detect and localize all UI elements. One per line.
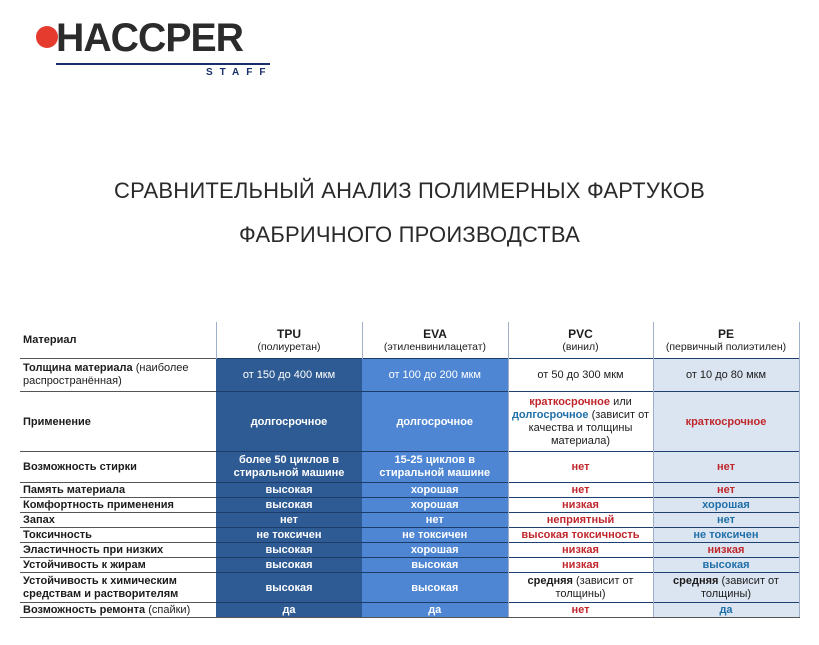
table-header <box>20 322 799 359</box>
table-row <box>20 573 799 603</box>
cell-pe: хорошая <box>653 498 799 513</box>
cell-pvc: нет <box>508 483 653 498</box>
cell-tpu: долгосрочное <box>216 392 362 452</box>
cell-eva: долгосрочное <box>362 392 508 452</box>
table-row <box>20 603 799 618</box>
label-text: Возможность ремонта <box>23 604 146 616</box>
header-pvc-sub: (винил) <box>562 341 599 353</box>
table-row <box>20 513 799 528</box>
cell-pe: краткосрочное <box>653 392 799 452</box>
cell-pvc: низкая <box>508 543 653 558</box>
header-tpu-sub: (полиуретан) <box>257 341 321 353</box>
header-label: Материал <box>23 334 77 346</box>
title-line-2: ФАБРИЧНОГО ПРОИЗВОДСТВА <box>239 222 580 247</box>
table-row <box>20 543 799 558</box>
row-label-repair <box>20 603 216 618</box>
cell-eva: высокая <box>362 558 508 573</box>
cell-pvc: высокая токсичность <box>508 528 653 543</box>
pe-medium-note: (зависит от толщины) <box>700 574 779 600</box>
row-label-usage: Применение <box>20 392 216 452</box>
cell-eva: не токсичен <box>362 528 508 543</box>
cell-pvc: неприятный <box>508 513 653 528</box>
cell-pvc <box>508 392 653 452</box>
cell-pe: от 10 до 80 мкм <box>653 359 799 392</box>
label-note: (спайки) <box>148 604 191 616</box>
table-row <box>20 452 799 483</box>
cell-pvc <box>508 573 653 603</box>
cell-tpu: нет <box>216 513 362 528</box>
pvc-short-term: краткосрочное <box>529 395 611 408</box>
header-eva-name: EVA <box>423 327 447 341</box>
cell-tpu: от 150 до 400 мкм <box>216 359 362 392</box>
row-label-comfort: Комфортность применения <box>20 498 216 513</box>
pvc-medium: средняя <box>527 574 573 587</box>
table-row <box>20 483 799 498</box>
table-row <box>20 558 799 573</box>
cell-eva: нет <box>362 513 508 528</box>
header-pe-sub: (первичный полиэтилен) <box>665 341 787 353</box>
pvc-medium-note: (зависит от толщины) <box>555 574 634 600</box>
cell-pvc: низкая <box>508 498 653 513</box>
cell-tpu: высокая <box>216 498 362 513</box>
cell-pvc: от 50 до 300 мкм <box>508 359 653 392</box>
pvc-long-term: долгосрочное <box>511 408 589 421</box>
row-label-elasticity: Эластичность при низких <box>20 543 216 558</box>
cell-eva: да <box>362 603 508 618</box>
pe-medium: средняя <box>673 574 719 587</box>
logo-brand: HACCPER <box>56 16 243 60</box>
cell-eva: от 100 до 200 мкм <box>362 359 508 392</box>
header-eva <box>362 322 508 359</box>
table-row <box>20 528 799 543</box>
header-tpu-name: TPU <box>277 327 301 341</box>
row-label-chemical: Устойчивость к химическим средствам и растворителям <box>20 573 216 603</box>
label-note: (наиболее распространённая) <box>23 362 189 387</box>
row-label-smell: Запах <box>20 513 216 528</box>
cell-eva: хорошая <box>362 543 508 558</box>
cell-eva: 15-25 циклов в стиральной машине <box>362 452 508 483</box>
pvc-or: или <box>610 395 632 408</box>
cell-eva: хорошая <box>362 483 508 498</box>
table-row <box>20 359 799 392</box>
cell-tpu: да <box>216 603 362 618</box>
cell-pe: да <box>653 603 799 618</box>
cell-tpu: высокая <box>216 543 362 558</box>
cell-tpu: высокая <box>216 558 362 573</box>
header-pe <box>653 322 799 359</box>
logo-underline <box>56 63 270 65</box>
cell-tpu: высокая <box>216 483 362 498</box>
row-label-toxicity: Токсичность <box>20 528 216 543</box>
cell-tpu: высокая <box>216 573 362 603</box>
row-label-thickness <box>20 359 216 392</box>
logo-dot <box>36 26 58 48</box>
header-pvc <box>508 322 653 359</box>
table-row <box>20 392 799 452</box>
cell-tpu: более 50 циклов в стиральной машине <box>216 452 362 483</box>
cell-pvc: нет <box>508 452 653 483</box>
header-pvc-name: PVC <box>568 327 593 341</box>
header-tpu <box>216 322 362 359</box>
title-line-1: СРАВНИТЕЛЬНЫЙ АНАЛИЗ ПОЛИМЕРНЫХ ФАРТУКОВ <box>114 178 705 203</box>
cell-pe: не токсичен <box>653 528 799 543</box>
cell-pvc: нет <box>508 603 653 618</box>
row-label-washing: Возможность стирки <box>20 452 216 483</box>
cell-pe: нет <box>653 483 799 498</box>
logo-staff: STAFF <box>206 67 273 78</box>
cell-eva: хорошая <box>362 498 508 513</box>
cell-pe: нет <box>653 452 799 483</box>
haccper-logo <box>34 14 284 80</box>
pvc-note: (зависит от качества и толщины материала) <box>528 408 650 447</box>
table-row <box>20 498 799 513</box>
header-eva-sub: (этиленвинилацетат) <box>383 341 487 353</box>
row-label-fat: Устойчивость к жирам <box>20 558 216 573</box>
cell-pe: низкая <box>653 543 799 558</box>
row-label-memory: Память материала <box>20 483 216 498</box>
cell-eva: высокая <box>362 573 508 603</box>
cell-pe <box>653 573 799 603</box>
header-pe-name: PE <box>717 327 734 341</box>
cell-pe: нет <box>653 513 799 528</box>
cell-pe: высокая <box>653 558 799 573</box>
cell-tpu: не токсичен <box>216 528 362 543</box>
comparison-table <box>20 322 800 618</box>
cell-pvc: низкая <box>508 558 653 573</box>
label-text: Толщина материала <box>23 362 133 374</box>
